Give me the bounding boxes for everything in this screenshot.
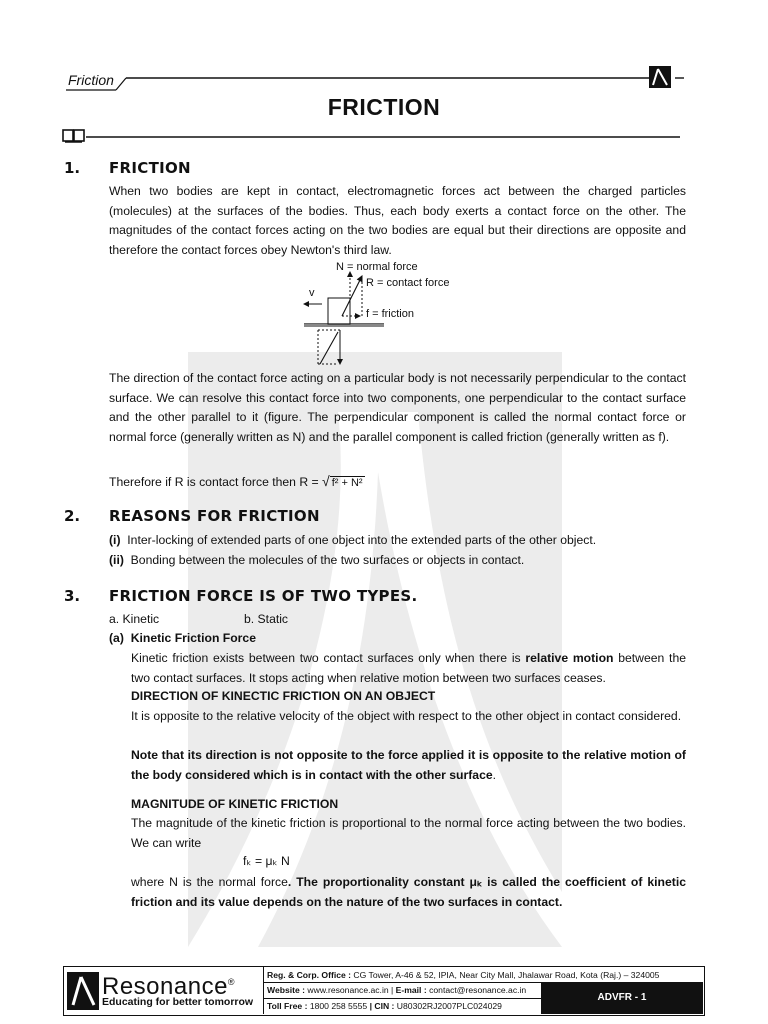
- paragraph: The magnitude of the kinetic friction is proportional to the normal force acting between the two bodies. We can write: [131, 816, 686, 850]
- paragraph: It is opposite to the relative velocity of the object with respect to the other object in contact considered.: [131, 709, 682, 723]
- list-item-label: (ii): [109, 553, 124, 567]
- contact-force-label: R = contact force: [366, 277, 450, 289]
- page-number: ADVFR - 1: [541, 982, 703, 1014]
- type-static: b. Static: [244, 612, 289, 626]
- contact-force-figure: [292, 258, 472, 370]
- formula-line: Therefore if R is contact force then R = √ f² + N²: [109, 473, 363, 489]
- section-heading: FRICTION FORCE IS OF TWO TYPES.: [109, 587, 418, 605]
- page-title: FRICTION: [327, 94, 441, 120]
- toll-free-cin: Toll Free : 1800 258 5555 | CIN : U80302RJ2007PLC024029: [267, 1001, 502, 1011]
- magnitude-heading: MAGNITUDE OF KINETIC FRICTION: [131, 797, 339, 811]
- book-icon: [63, 130, 84, 142]
- list-item-label: (i): [109, 533, 121, 547]
- subsection-title: Kinetic Friction Force: [130, 631, 256, 645]
- section-heading: REASONS FOR FRICTION: [109, 507, 320, 525]
- friction-label: f = friction: [366, 308, 414, 320]
- type-kinetic: a. Kinetic: [109, 612, 160, 626]
- direction-heading: DIRECTION OF KINECTIC FRICTION ON AN OBJECT: [131, 689, 436, 703]
- section-heading: FRICTION: [109, 159, 191, 177]
- running-header-tag: Friction: [68, 72, 114, 88]
- paragraph: Kinetic friction exists between two contact surfaces only when there is relative motion between the two contact surfaces. It stops acting when relative motion between two surfaces ceases.: [131, 651, 686, 685]
- note-paragraph: Note that its direction is not opposite to the force applied it is opposite to the relative motion of the body considered which is in contact with the other surface.: [131, 748, 686, 782]
- brand-tagline: Educating for better tomorrow: [102, 996, 254, 1008]
- subsection-heading: [109, 629, 256, 649]
- paragraph: The direction of the contact force acting on a particular body is not necessarily perpendicular to the contact surface. We can resolve this contact force into two components, one perpendicular to the contact surface and the other parallel to it (figure. The perpendicular component is called the normal contact force or normal force (generally written as N) and the parallel component is called friction (generally written as f).: [109, 371, 686, 444]
- list-item: [109, 531, 596, 551]
- list-item-text: Inter-locking of extended parts of one object into the extended parts of the other object.: [127, 533, 597, 547]
- paragraph: When two bodies are kept in contact, electromagnetic forces act between the charged particles (molecules) at the surfaces of the bodies. Thus, each body exerts a contact force on the other. The magnitudes of the contact forces acting on the two bodies are equal but their directions are opposite and therefore the contact forces obey Newton's third law.: [109, 184, 686, 257]
- brand-name: Resonance®: [102, 973, 236, 1000]
- velocity-label: v: [309, 287, 315, 299]
- resonance-logo-icon: [67, 972, 99, 1010]
- section-number: 3.: [64, 587, 81, 605]
- footer: [63, 966, 705, 1016]
- title-rule: [62, 128, 682, 144]
- subsection-label: (a): [109, 631, 124, 645]
- website-email: Website : www.resonance.ac.in | E-mail : contact@resonance.ac.in: [267, 985, 527, 995]
- normal-force-label: N = normal force: [336, 261, 418, 273]
- footer-brand: [64, 967, 264, 1014]
- section-number: 2.: [64, 507, 81, 525]
- header-rule: [64, 70, 684, 94]
- formula-text: Therefore if R is contact force then R =: [109, 475, 323, 489]
- list-item: [109, 551, 524, 571]
- equation: fₖ = μₖ N: [243, 854, 290, 868]
- formula-expression: f² + N²: [331, 477, 363, 489]
- list-item-text: Bonding between the molecules of the two surfaces or objects in contact.: [130, 553, 525, 567]
- section-number: 1.: [64, 159, 81, 177]
- resonance-logo-icon: [649, 66, 671, 88]
- paragraph: where N is the normal force. The proportionality constant μₖ is called the coefficient of kinetic friction and its value depends on the nature of the two surfaces in contact.: [131, 875, 686, 909]
- office-address: Reg. & Corp. Office : CG Tower, A-46 & 52, IPIA, Near City Mall, Jhalawar Road, Kota (Raj.) – 324005: [267, 970, 660, 980]
